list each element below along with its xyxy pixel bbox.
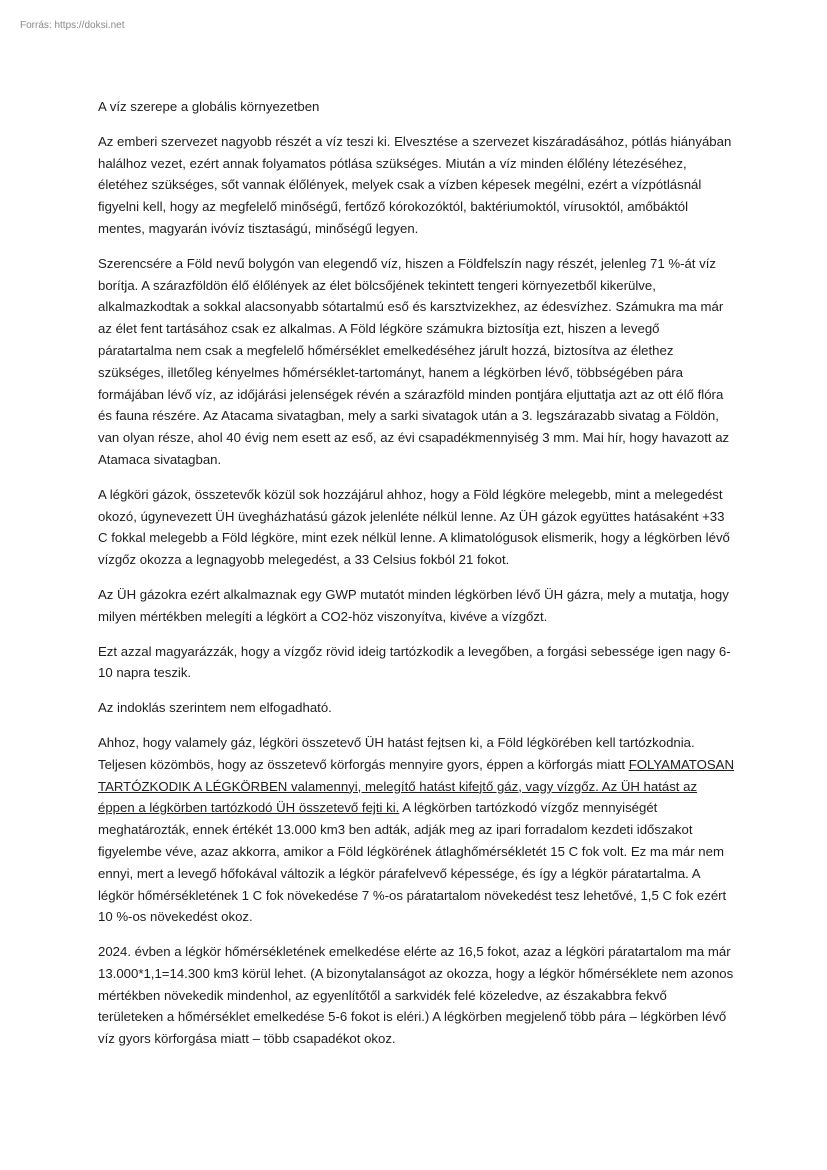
paragraph-4: Az ÜH gázokra ezért alkalmaznak egy GWP mutatót minden légkörben lévő ÜH gázra, mely a mutatja, hogy milyen mértékben melegíti a légkört a CO2-höz viszonyítva, kivéve a vízgőzt. (98, 586, 729, 624)
paragraph-7-start: Ahhoz, hogy valamely gáz, légköri összetevő ÜH hatást fejtsen ki, a Föld légkörében kell tartózkodnia. Teljesen közömbös, hogy az összetevő körforgás mennyire gyors, éppen a körforgás miatt (98, 734, 695, 772)
paragraph-5: Ezt azzal magyarázzák, hogy a vízgőz rövid ideig tartózkodik a levegőben, a forgási sebessége igen nagy 6-10 napra teszik. (98, 643, 731, 681)
paragraph-3: A légköri gázok, összetevők közül sok hozzájárul ahhoz, hogy a Föld légköre melegebb, mint a melegedést okozó, úgynevezett ÜH üvegházhatású gázok jelenléte nélkül lenne. Az ÜH gázok együttes hatásaként +33 C fokkal melegebb a Föld légköre, mint ezek nélkül lenne. A klimatológusok elismerik, hogy a légkörben lévő vízgőz okozza a legnagyobb melegedést, a 33 Celsius fokból 21 fokot. (98, 486, 730, 568)
source-label: Forrás: https://doksi.net (20, 20, 125, 31)
underlined-emphasis: FOLYAMATOSAN TARTÓZKODIK A LÉGKÖRBEN valamennyi, melegítő hatást kifejtő gáz, vagy vízgőz. Az ÜH hatást az éppen a légkörben tartózkodó ÜH összetevő fejti ki. (98, 756, 734, 816)
paragraph-6: Az indoklás szerintem nem elfogadható. (98, 700, 332, 716)
paragraph-2: Szerencsére a Föld nevű bolygón van elegendő víz, hiszen a Földfelszín nagy részét, jelenleg 71 %-át víz borítja. A szárazföldön élő élőlények az élet bölcsőjének tekintett tengeri környezetből kikerülve, alkalmazkodtak a sokkal alacsonyabb sótartalmú eső és karsztvizekhez, az édesvízhez. Számukra ma már az élet fent tartásához csak ez alkalmas. A Föld légköre számukra biztosítja ezt, hiszen a levegő páratartalma nem csak a megfelelő hőmérséklet emelkedéséhez járult hozzá, biztosítva az élethez szükséges, illetőleg kényelmes hőmérséklet-tartományt, hanem a légkörben lévő, többségében pára formájában lévő víz, az időjárási jelenségek révén a szárazföld minden pontjára eljuttatja azt az ott élő flóra és fauna részére. Az Atacama sivatagban, mely a sarki sivatagok után a 3. legszárazabb sivatag a Földön, van olyan része, ahol 40 évig nem esett az eső, az évi csapadékmennyiség 3 mm. Mai hír, hogy havazott az Atamaca sivatagban. (98, 255, 730, 467)
paragraph-1: Az emberi szervezet nagyobb részét a víz teszi ki. Elvesztése a szervezet kiszáradásához, pótlás hiányában halálhoz vezet, ezért annak folyamatos pótlása szükséges. Miután a víz minden élőlény létezéséhez, életéhez szükséges, sőt vannak élőlények, melyek csak a vízben képesek megélni, ezért a vízpótlásnál figyelni kell, hogy az megfelelő minőségű, fertőző kórokozóktól, baktériumoktól, vírusoktól, amőbáktól mentes, magyarán ivóvíz tisztaságú, minőségű legyen. (98, 133, 732, 236)
document-title: A víz szerepe a globális környezetben (98, 99, 320, 114)
paragraph-8: 2024. évben a légkör hőmérsékletének emelkedése elérte az 16,5 fokot, azaz a légköri páratartalom ma már 13.000*1,1=14.300 km3 körül lehet. (A bizonytalanságot az okozza, hogy a légkör hőmérséklete nem azonos mértékben növekedik mindenhol, az egyenlítőtől a sarkvidék felé közeledve, az északabbra fekvő területeken a hőmérséklet emelkedése 5-6 fokot is eléri.) A légkörben megjelenő több pára – légkörben lévő víz gyors körforgása miatt – több csapadékot okoz. (98, 944, 734, 1047)
paragraph-7 (98, 732, 734, 928)
paragraph-7-end: A légkörben tartózkodó vízgőz mennyiségét meghatározták, ennek értékét 13.000 km3 ben adták, adják meg az ipari forradalom kezdeti időszakot figyelembe véve, azaz akkorra, amikor a Föld légkörének átlaghőmérsékletét 15 C fok volt. Ez ma már nem ennyi, mert a levegő hőfokával változik a légkör párafelvevő képessége, és így a légkör páratartalma. A légkör hőmérsékletének 1 C fok növekedése 7 %-os páratartalom növekedést tesz lehetővé, 1,5 C fok ezért 10 %-os növekedést okoz. (98, 800, 727, 925)
document-body (98, 96, 734, 1063)
